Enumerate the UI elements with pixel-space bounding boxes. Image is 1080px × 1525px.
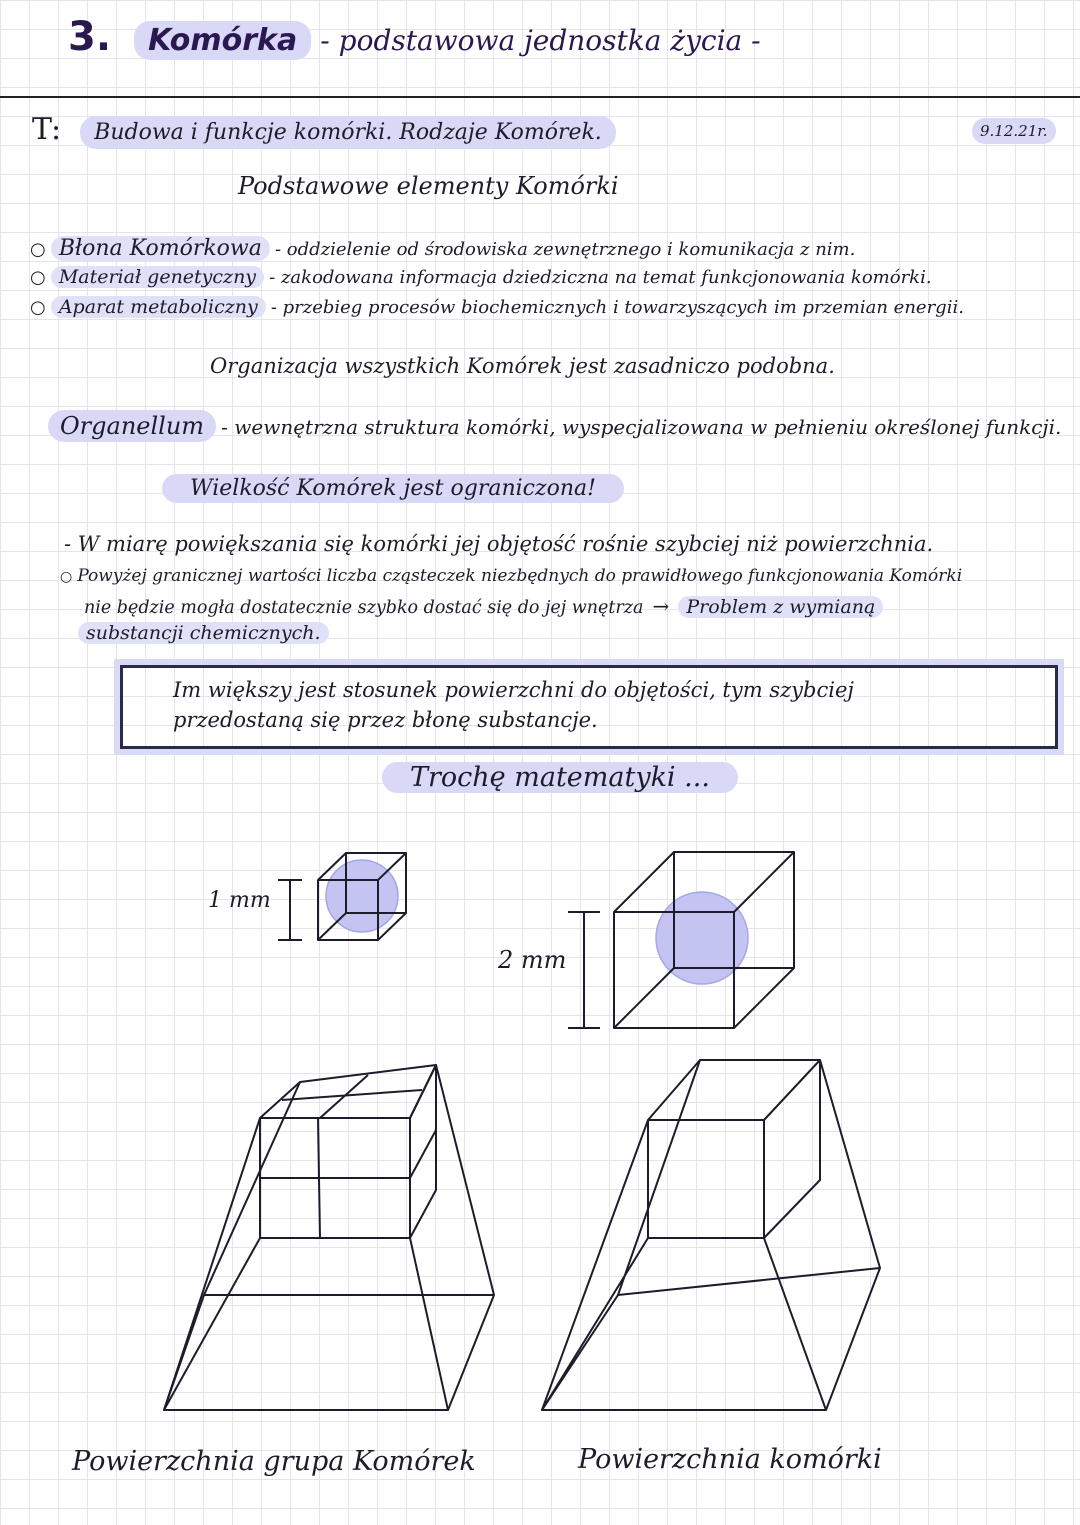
cell-group-diagram bbox=[164, 1065, 494, 1410]
bullet-icon: ○ bbox=[60, 569, 73, 585]
size-line-3-text: nie będzie mogła dostatecznie szybko dostać się do jej wnętrza bbox=[84, 598, 644, 618]
size-line-2-text: Powyżej granicznej wartości liczba cząsteczek niezbędnych do prawidłowego funkcjonowania Komórki bbox=[77, 566, 963, 586]
basics-note: Organizacja wszystkich Komórek jest zasadniczo podobna. bbox=[210, 354, 835, 378]
organellum-term: Organellum bbox=[48, 410, 216, 442]
size-line-4: substancji chemicznych. bbox=[78, 622, 329, 644]
big-cube-label: 2 mm bbox=[498, 946, 567, 974]
size-line-1: - W miarę powiększania się komórki jej objętość rośnie szybciej niż powierzchnia. bbox=[64, 532, 934, 556]
section-title: Komórka bbox=[134, 21, 311, 60]
bullet-icon: ○ bbox=[30, 297, 46, 318]
basics-desc: - oddzielenie od środowiska zewnętrznego i komunikacja z nim. bbox=[274, 239, 856, 260]
math-heading: Trochę matematyki ... bbox=[382, 762, 738, 793]
basics-term: Materiał genetyczny bbox=[51, 266, 264, 288]
arrow-icon: → bbox=[652, 594, 670, 618]
section-subtitle: - podstawowa jednostka życia - bbox=[320, 24, 761, 57]
organellum-desc: - wewnętrzna struktura komórki, wyspecjalizowana w pełnieniu określonej funkcji. bbox=[221, 415, 1062, 439]
single-cell-diagram bbox=[542, 1060, 880, 1410]
bullet-icon: ○ bbox=[30, 267, 46, 288]
small-dimension-marker bbox=[278, 880, 302, 940]
caption-single-cell: Powierzchnia komórki bbox=[578, 1444, 882, 1475]
basics-heading: Podstawowe elementy Komórki bbox=[238, 172, 619, 200]
topic-date: 9.12.21r. bbox=[972, 118, 1056, 144]
small-cube-label: 1 mm bbox=[208, 888, 271, 913]
topic-prefix: T: bbox=[32, 112, 62, 147]
big-dimension-marker bbox=[568, 912, 600, 1028]
size-heading: Wielkość Komórek jest ograniczona! bbox=[162, 474, 624, 503]
section-number: 3. bbox=[68, 14, 112, 60]
rule-line-1: Im większy jest stosunek powierzchni do objętości, tym szybciej bbox=[173, 678, 854, 702]
size-problem: Problem z wymianą bbox=[678, 596, 883, 618]
rule-line-2: przedostaną się przez błonę substancje. bbox=[173, 708, 598, 732]
topic-text: Budowa i funkcje komórki. Rodzaje Komórek. bbox=[80, 116, 616, 149]
basics-desc: - zakodowana informacja dziedziczna na temat funkcjonowania komórki. bbox=[269, 267, 932, 288]
basics-desc: - przebieg procesów biochemicznych i towarzyszących im przemian energii. bbox=[270, 297, 964, 318]
basics-term: Błona Komórkowa bbox=[51, 236, 270, 261]
caption-group-cells: Powierzchnia grupa Komórek bbox=[72, 1446, 476, 1477]
bullet-icon: ○ bbox=[30, 239, 46, 260]
basics-term: Aparat metaboliczny bbox=[51, 296, 266, 318]
